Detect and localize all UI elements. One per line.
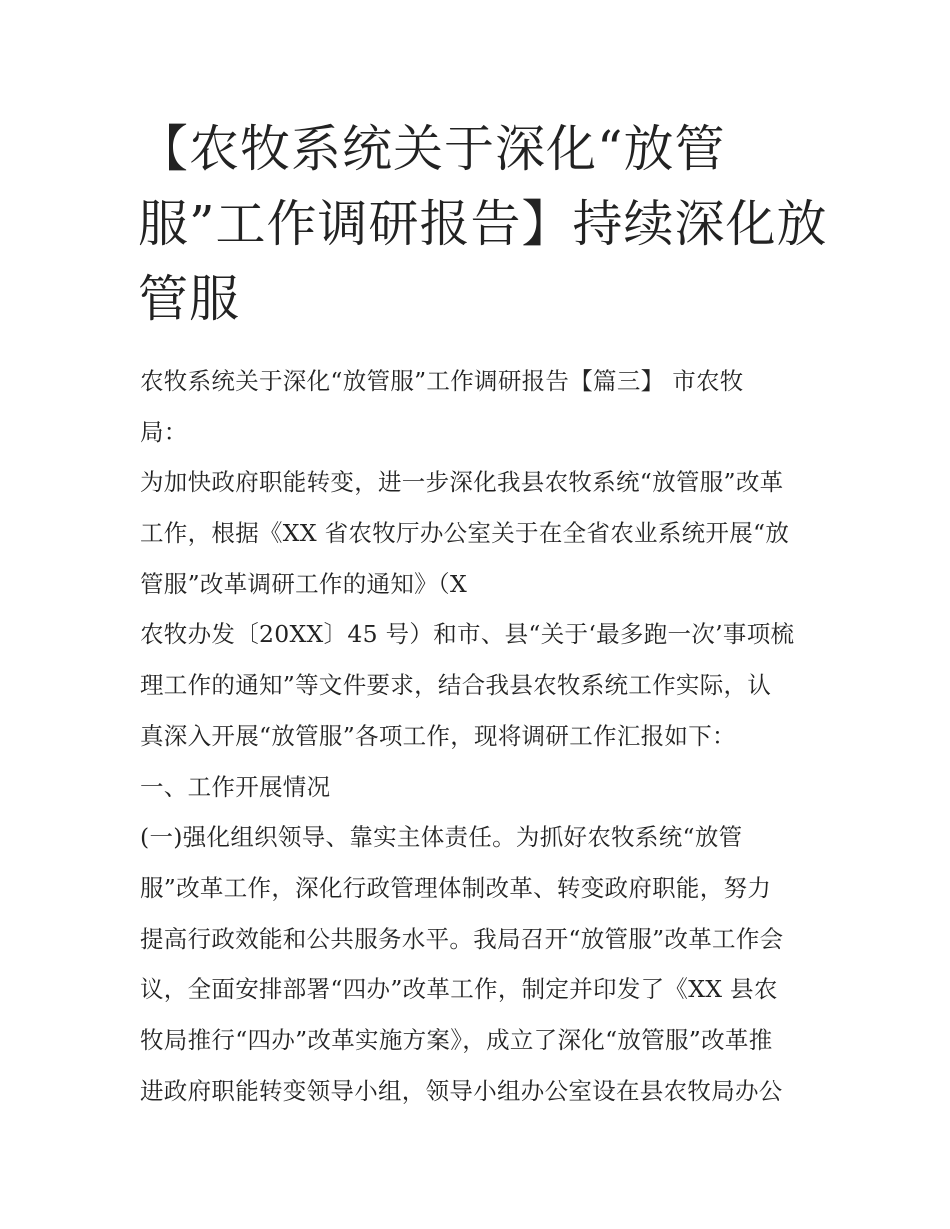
- body-line: 农牧办发〔20XX〕45 号）和市、县“关于‘最多跑一次’事项梳: [140, 620, 795, 649]
- body-line: 为加快政府职能转变，进一步深化我县农牧系统“放管服”改革: [140, 468, 784, 497]
- section-heading: 一、工作开展情况: [140, 772, 331, 801]
- body-line: (一)强化组织领导、靠实主体责任。为抓好农牧系统“放管: [140, 823, 743, 852]
- body-line: 牧局推行“四办”改革实施方案》，成立了深化“放管服”改革推: [140, 1025, 773, 1054]
- body-line: 进政府职能转变领导小组，领导小组办公室设在县农牧局办公: [140, 1076, 783, 1105]
- body-line: 农牧系统关于深化“放管服”工作调研报告【篇三】 市农牧: [140, 367, 744, 395]
- body-line: 真深入开展“放管服”各项工作，现将调研工作汇报如下：: [140, 721, 736, 750]
- body-line: 理工作的通知”等文件要求，结合我县农牧系统工作实际，认: [140, 671, 772, 700]
- document-title: [138, 112, 838, 337]
- body-line: 服”改革工作，深化行政管理体制改革、转变政府职能，努力: [140, 873, 772, 902]
- title-line: 服”工作调研报告】持续深化放: [138, 195, 828, 253]
- body-line: 工作，根据《XX 省农牧厅办公室关于在全省农业系统开展“放: [140, 519, 790, 548]
- document-body: [140, 356, 830, 1116]
- body-line: 议，全面安排部署“四办”改革工作，制定并印发了《XX 县农: [140, 975, 778, 1004]
- title-line: 【农牧系统关于深化“放管: [138, 120, 726, 178]
- title-line: 管服: [138, 270, 240, 328]
- body-line: 局：: [140, 417, 188, 446]
- body-line: 管服”改革调研工作的通知》（X: [140, 569, 467, 598]
- body-line: 提高行政效能和公共服务水平。我局召开“放管服”改革工作会: [140, 924, 784, 953]
